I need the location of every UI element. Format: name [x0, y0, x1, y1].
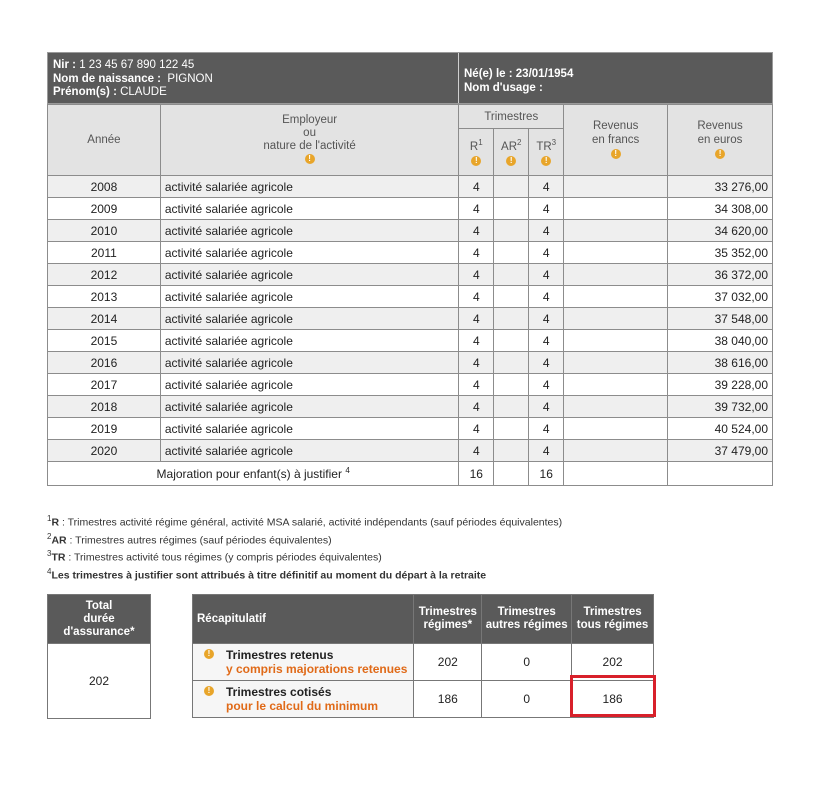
francs-cell [564, 330, 668, 352]
identity-block [53, 59, 213, 100]
ar-cell [494, 418, 529, 440]
year-cell: 2015 [48, 330, 161, 352]
euros-cell: 38 616,00 [668, 352, 773, 374]
activity-cell: activité salariée agricole [160, 242, 459, 264]
francs-cell [564, 242, 668, 264]
francs-cell [564, 286, 668, 308]
ar-cell [494, 176, 529, 198]
euros-cell: 33 276,00 [668, 176, 773, 198]
birth-date-value: 23/01/1954 [515, 68, 574, 80]
year-cell: 2018 [48, 396, 161, 418]
year-cell: 2010 [48, 220, 161, 242]
r-cell: 4 [459, 198, 494, 220]
info-icon[interactable]: ! [611, 149, 621, 159]
activity-cell: activité salariée agricole [160, 330, 459, 352]
r-cell: 4 [459, 330, 494, 352]
r-cell: 4 [459, 440, 494, 462]
info-icon[interactable]: ! [471, 156, 481, 166]
footnote-2: $^2$AR : Trimestres autres régimes (sauf périodes équivalentes) [47, 531, 332, 546]
ar-cell [494, 440, 529, 462]
tr-cell: 4 [529, 264, 564, 286]
majoration-r: 16 [459, 462, 494, 486]
year-cell: 2016 [48, 352, 161, 374]
cell-value: 0 [482, 681, 572, 718]
activity-cell: activité salariée agricole [160, 418, 459, 440]
euros-cell: 37 548,00 [668, 308, 773, 330]
birth-block [464, 67, 573, 95]
r-cell: 4 [459, 396, 494, 418]
majoration-row [48, 462, 773, 486]
footnote-1: $^1$R : Trimestres activité régime général, activité MSA salarié, activité indépendants (sauf périodes équivalentes) [47, 514, 563, 529]
total-header: Total durée d'assurance* [48, 595, 151, 644]
table-row [48, 396, 773, 418]
year-cell: 2014 [48, 308, 161, 330]
majoration-euros [668, 462, 773, 486]
footnote-3: $^3$TR : Trimestres activité tous régimes (y compris périodes équivalentes) [47, 549, 382, 564]
activity-cell: activité salariée agricole [160, 440, 459, 462]
tr-cell: 4 [529, 242, 564, 264]
r-cell: 4 [459, 308, 494, 330]
year-cell: 2011 [48, 242, 161, 264]
birth-name-label: Nom de naissance : [53, 72, 162, 85]
euros-cell: 34 620,00 [668, 220, 773, 242]
tr-cell: 4 [529, 352, 564, 374]
col-header-trimestres: Trimestres [459, 105, 564, 129]
info-icon[interactable]: ! [204, 686, 214, 696]
insured-header [47, 52, 773, 104]
highlight-box [570, 675, 656, 717]
year-cell: 2019 [48, 418, 161, 440]
nir-value: 1 23 45 67 890 122 45 [79, 59, 195, 71]
cell-value: 0 [482, 644, 572, 681]
birth-date-label: Né(e) le : [464, 68, 513, 80]
table-row [48, 176, 773, 198]
euros-cell: 39 228,00 [668, 374, 773, 396]
table-row [48, 264, 773, 286]
ar-cell [494, 264, 529, 286]
footnote-4: $^4$Les trimestres à justifier sont attribués à titre définitif au moment du départ à la retraite [47, 566, 487, 581]
cell-value: 202 [572, 644, 654, 681]
euros-cell: 37 032,00 [668, 286, 773, 308]
info-icon[interactable]: ! [541, 156, 551, 166]
activity-cell: activité salariée agricole [160, 176, 459, 198]
activity-cell: activité salariée agricole [160, 396, 459, 418]
table-row [48, 352, 773, 374]
col-header-ar: $AR^2$ ! [494, 129, 529, 176]
table-row [48, 242, 773, 264]
majoration-tr: 16 [529, 462, 564, 486]
info-icon[interactable]: ! [305, 154, 315, 164]
tr-cell: 4 [529, 440, 564, 462]
francs-cell [564, 396, 668, 418]
ar-cell [494, 242, 529, 264]
table-row [48, 374, 773, 396]
tr-cell: 4 [529, 198, 564, 220]
ar-cell [494, 220, 529, 242]
recap-col-autres: Trimestres autres régimes [482, 595, 572, 644]
activity-cell: activité salariée agricole [160, 352, 459, 374]
year-cell: 2012 [48, 264, 161, 286]
header-divider [458, 53, 459, 103]
usage-name-label: Nom d'usage : [464, 82, 543, 94]
tr-cell: 4 [529, 220, 564, 242]
tr-cell: 4 [529, 308, 564, 330]
info-icon[interactable]: ! [204, 649, 214, 659]
col-header-annee: Année [48, 105, 161, 176]
tr-cell: 4 [529, 418, 564, 440]
table-row [48, 440, 773, 462]
majoration-ar [494, 462, 529, 486]
francs-cell [564, 176, 668, 198]
tr-cell: 4 [529, 286, 564, 308]
row-label: Trimestres cotisés [226, 685, 332, 699]
first-name-value: CLAUDE [120, 86, 167, 98]
francs-cell [564, 374, 668, 396]
row-sublabel: y compris majorations retenues [226, 662, 408, 676]
col-header-tr: $TR^3$ ! [529, 129, 564, 176]
euros-cell: 37 479,00 [668, 440, 773, 462]
activity-cell: activité salariée agricole [160, 264, 459, 286]
ar-cell [494, 352, 529, 374]
col-header-francs: Revenus en francs ! [564, 105, 668, 176]
ar-cell [494, 396, 529, 418]
footnotes [47, 512, 562, 582]
majoration-francs [564, 462, 668, 486]
r-cell: 4 [459, 352, 494, 374]
info-icon[interactable]: ! [506, 156, 516, 166]
ar-cell [494, 198, 529, 220]
r-cell: 4 [459, 220, 494, 242]
recap-col-tous: Trimestres tous régimes [572, 595, 654, 644]
year-cell: 2008 [48, 176, 161, 198]
r-cell: 4 [459, 176, 494, 198]
ar-cell [494, 330, 529, 352]
birth-name-value: PIGNON [167, 72, 213, 85]
euros-cell: 38 040,00 [668, 330, 773, 352]
euros-cell: 40 524,00 [668, 418, 773, 440]
r-cell: 4 [459, 264, 494, 286]
table-row [48, 198, 773, 220]
r-cell: 4 [459, 242, 494, 264]
activity-cell: activité salariée agricole [160, 374, 459, 396]
francs-cell [564, 308, 668, 330]
total-value: 202 [48, 644, 151, 719]
row-label: Trimestres retenus [226, 648, 334, 662]
euros-cell: 35 352,00 [668, 242, 773, 264]
col-header-employeur: Employeur ou nature de l'activité ! [160, 105, 459, 176]
tr-cell: 4 [529, 374, 564, 396]
year-cell: 2013 [48, 286, 161, 308]
tr-cell: 4 [529, 396, 564, 418]
col-header-euros: Revenus en euros ! [668, 105, 773, 176]
recap-col-regimes: Trimestres régimes* [414, 595, 482, 644]
francs-cell [564, 418, 668, 440]
majoration-label: Majoration pour enfant(s) à justifier $^4$ [48, 462, 459, 486]
table-row [48, 220, 773, 242]
table-row [48, 308, 773, 330]
row-sublabel: pour le calcul du minimum [226, 699, 379, 713]
first-name-label: Prénom(s) : [53, 86, 117, 98]
activity-cell: activité salariée agricole [160, 286, 459, 308]
cell-value: 186 [572, 681, 654, 718]
cell-value: 186 [414, 681, 482, 718]
r-cell: 4 [459, 418, 494, 440]
activity-cell: activité salariée agricole [160, 220, 459, 242]
info-icon[interactable]: ! [715, 149, 725, 159]
francs-cell [564, 352, 668, 374]
nir-label: Nir : [53, 59, 76, 71]
year-cell: 2009 [48, 198, 161, 220]
table-row [48, 330, 773, 352]
career-table [47, 104, 773, 486]
recap-title: Récapitulatif [193, 595, 414, 644]
ar-cell [494, 374, 529, 396]
total-insurance-box [47, 594, 151, 719]
euros-cell: 36 372,00 [668, 264, 773, 286]
year-cell: 2017 [48, 374, 161, 396]
euros-cell: 39 732,00 [668, 396, 773, 418]
euros-cell: 34 308,00 [668, 198, 773, 220]
cell-value: 202 [414, 644, 482, 681]
francs-cell [564, 198, 668, 220]
table-row [48, 286, 773, 308]
col-header-r: $R^1$ ! [459, 129, 494, 176]
r-cell: 4 [459, 374, 494, 396]
francs-cell [564, 220, 668, 242]
tr-cell: 4 [529, 176, 564, 198]
ar-cell [494, 308, 529, 330]
year-cell: 2020 [48, 440, 161, 462]
table-row [48, 418, 773, 440]
activity-cell: activité salariée agricole [160, 198, 459, 220]
ar-cell [494, 286, 529, 308]
francs-cell [564, 264, 668, 286]
r-cell: 4 [459, 286, 494, 308]
tr-cell: 4 [529, 330, 564, 352]
francs-cell [564, 440, 668, 462]
activity-cell: activité salariée agricole [160, 308, 459, 330]
